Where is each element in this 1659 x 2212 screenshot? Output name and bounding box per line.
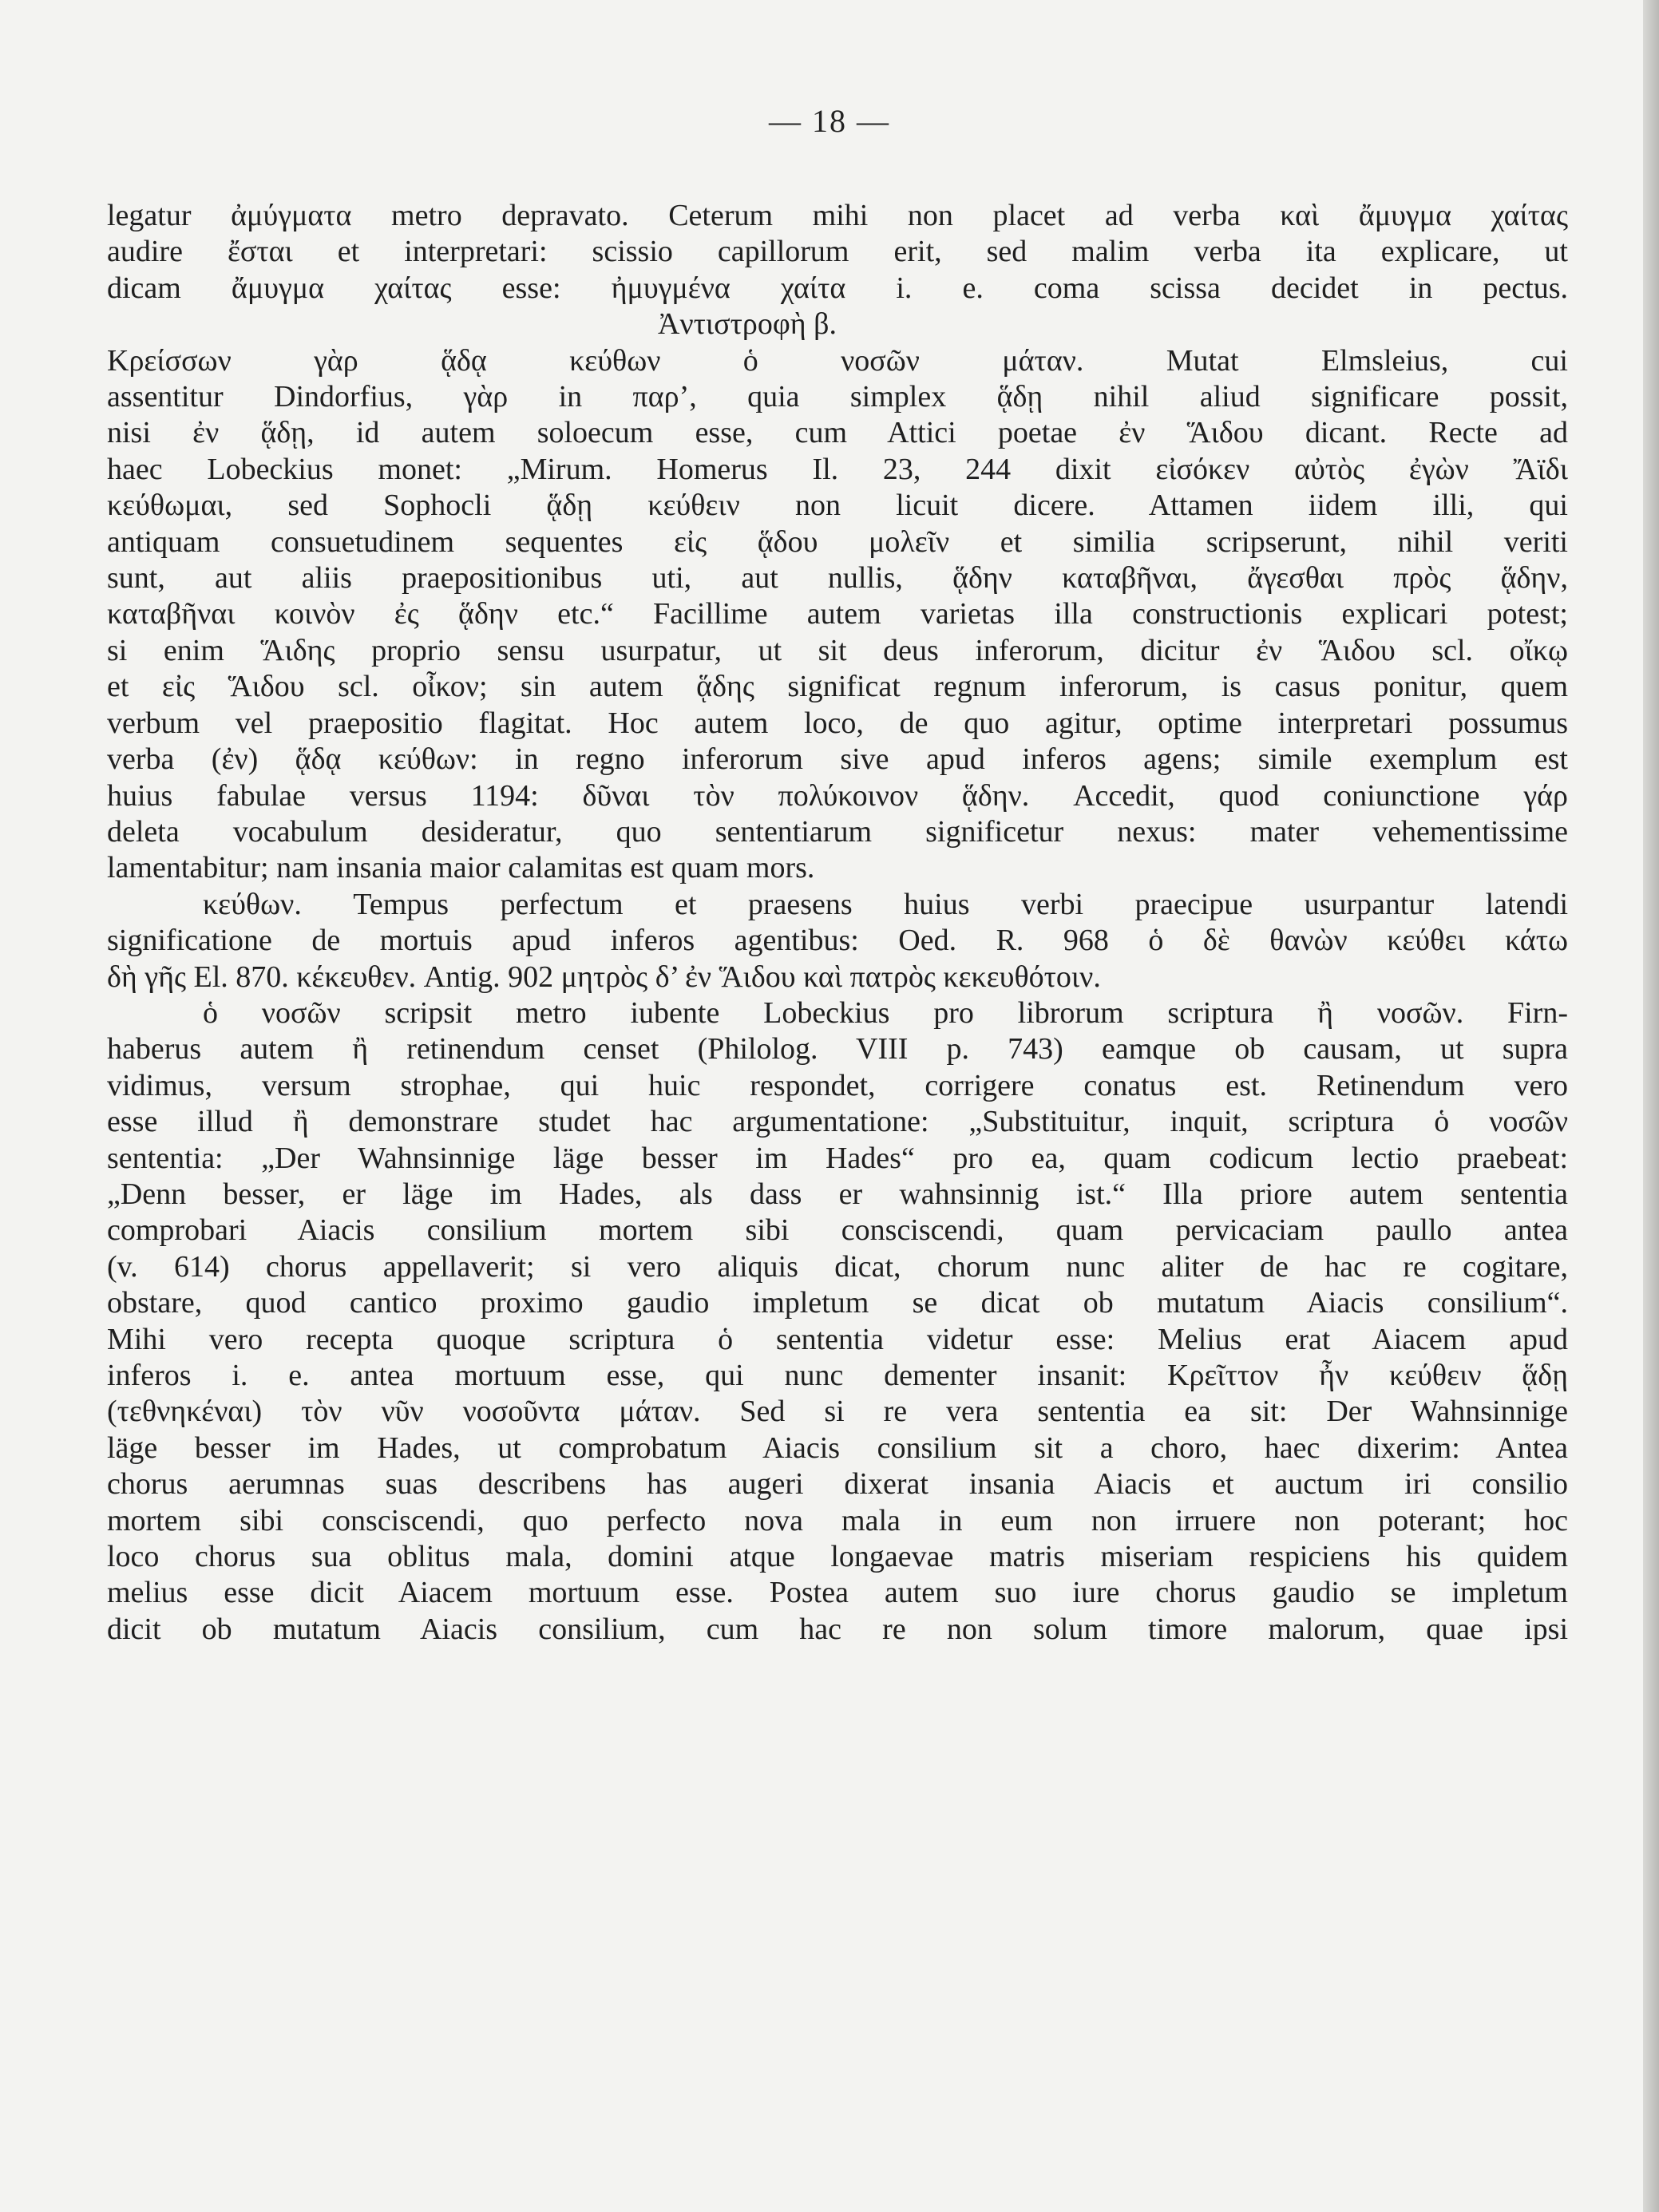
- text-line-22: δὴ γῆς El. 870. κέκευθεν. Antig. 902 μητρὸς δ’ ἐν Ἅιδου καὶ πατρὸς κεκευθότοιν.: [107, 960, 1101, 994]
- text-line-15: verbum vel praepositio flagitat. Hoc autem loco, de quo agitur, optime interpretari possumus: [107, 706, 1568, 740]
- text-line-4: Ἀντιστροφὴ β.: [658, 307, 837, 342]
- text-line-11: sunt, aut aliis praepositionibus uti, aut nullis, ᾅδην καταβῆναι, ἄγεσθαι πρὸς ᾅδην,: [107, 561, 1568, 596]
- text-line-40: dicit ob mutatum Aiacis consilium, cum hac re non solum timore malorum, quae ipsi: [107, 1612, 1568, 1646]
- text-line-10: antiquam consuetudinem sequentes εἰς ᾅδου μολεῖν et similia scripserunt, nihil veriti: [107, 524, 1568, 559]
- text-line-36: chorus aerumnas suas describens has augeri dixerat insania Aiacis et auctum iri consilio: [107, 1467, 1568, 1502]
- text-line-31: obstare, quod cantico proximo gaudio impletum se dicat ob mutatum Aiacis consilium“.: [107, 1286, 1568, 1320]
- text-line-18: deleta vocabulum desideratur, quo sententiarum significetur nexus: mater vehementissime: [107, 814, 1568, 849]
- text-line-33: inferos i. e. antea mortuum esse, qui nunc dementer insanit: Κρεῖττον ἦν κεύθειν ᾅδῃ: [107, 1359, 1568, 1392]
- text-line-25: vidimus, versum strophae, qui huic respondet, corrigere conatus est. Retinendum vero: [107, 1068, 1568, 1102]
- text-line-38: loco chorus sua oblitus mala, domini atque longaevae matris miseriam respiciens his quidem: [107, 1540, 1568, 1574]
- text-line-8: haec Lobeckius monet: „Mirum. Homerus Il. 23, 244 dixit εἰσόκεν αὐτὸς ἐγὼν Ἄϊδι: [107, 452, 1568, 486]
- text-line-29: comprobari Aiacis consilium mortem sibi consciscendi, quam pervicaciam paullo antea: [107, 1213, 1568, 1248]
- text-line-20: κεύθων. Tempus perfectum et praesens huius verbi praecipue usurpantur latendi: [203, 887, 1568, 921]
- text-line-21: significatione de mortuis apud inferos agentibus: Oed. R. 968 ὁ δὲ θανὼν κεύθει κάτω: [107, 924, 1568, 958]
- text-line-27: sententia: „Der Wahnsinnige läge besser im Hades“ pro ea, quam codicum lectio praebeat:: [107, 1141, 1568, 1175]
- text-line-5: Κρείσσων γὰρ ᾅδᾳ κεύθων ὁ νοσῶν μάταν. Mutat Elmsleius, cui: [107, 343, 1568, 378]
- page-edge-shadow: [1643, 0, 1659, 2212]
- text-line-39: melius esse dicit Aiacem mortuum esse. Postea autem suo iure chorus gaudio se impletum: [107, 1576, 1568, 1610]
- text-line-26: esse illud ἢ demonstrare studet hac argumentatione: „Substituitur, inquit, scriptura ὁ νοσῶν: [107, 1105, 1568, 1139]
- body-text: [107, 198, 1568, 1648]
- text-line-3: dicam ἄμυγμα χαίτας esse: ἠμυγμένα χαίτα i. e. coma scissa decidet in pectus.: [107, 271, 1568, 305]
- text-line-28: „Denn besser, er läge im Hades, als dass er wahnsinnig ist.“ Illa priore autem sententia: [107, 1177, 1568, 1211]
- text-line-37: mortem sibi consciscendi, quo perfecto nova mala in eum non irruere non poterant; hoc: [107, 1503, 1568, 1537]
- text-line-35: läge besser im Hades, ut comprobatum Aiacis consilium sit a choro, haec dixerim: Antea: [107, 1430, 1568, 1465]
- text-line-6: assentitur Dindorfius, γὰρ in παρ’, quia simplex ᾅδῃ nihil aliud significare possit,: [107, 380, 1568, 414]
- page-number-header: — 18 —: [769, 103, 890, 139]
- text-line-34: (τεθνηκέναι) τὸν νῦν νοσοῦντα μάταν. Sed si re vera sententia ea sit: Der Wahnsinnige: [107, 1395, 1568, 1429]
- text-line-1: legatur ἀμύγματα metro depravato. Ceterum mihi non placet ad verba καὶ ἄμυγμα χαίτας: [107, 199, 1568, 232]
- text-line-24: haberus autem ἢ retinendum censet (Philolog. VIII p. 743) eamque ob causam, ut supra: [107, 1032, 1568, 1066]
- text-line-13: si enim Ἅιδης proprio sensu usurpatur, ut sit deus inferorum, dicitur ἐν Ἅιδου scl. οἴκῳ: [107, 633, 1568, 667]
- text-line-30: (v. 614) chorus appellaverit; si vero aliquis dicat, chorum nunc aliter de hac re cogitare,: [107, 1249, 1568, 1284]
- text-line-17: huius fabulae versus 1194: δῦναι τὸν πολύκοινον ᾅδην. Accedit, quod coniunctione γάρ: [107, 778, 1568, 813]
- text-line-12: καταβῆναι κοινὸν ἐς ᾅδην etc.“ Facillime autem varietas illa constructionis explicari potest;: [107, 597, 1568, 631]
- text-line-2: audire ἔσται et interpretari: scissio capillorum erit, sed malim verba ita explicare, ut: [107, 235, 1568, 269]
- text-line-16: verba (ἐν) ᾅδᾳ κεύθων: in regno inferorum sive apud inferos agens; simile exemplum est: [107, 742, 1568, 777]
- text-line-7: nisi ἐν ᾅδῃ, id autem soloecum esse, cum Attici poetae ἐν Ἅιδου dicant. Recte ad: [107, 416, 1568, 450]
- text-line-14: et εἰς Ἅιδου scl. οἶκον; sin autem ᾅδης significat regnum inferorum, is casus ponitur, quem: [107, 670, 1568, 704]
- text-line-32: Mihi vero recepta quoque scriptura ὁ sententia videtur esse: Melius erat Aiacem apud: [107, 1322, 1568, 1356]
- text-line-23: ὁ νοσῶν scripsit metro iubente Lobeckius pro librorum scriptura ἢ νοσῶν. Firn-: [203, 995, 1568, 1030]
- text-line-9: κεύθωμαι, sed Sophocli ᾅδῃ κεύθειν non licuit dicere. Attamen iidem illi, qui: [107, 489, 1568, 523]
- text-line-19: lamentabitur; nam insania maior calamitas est quam mors.: [107, 851, 815, 885]
